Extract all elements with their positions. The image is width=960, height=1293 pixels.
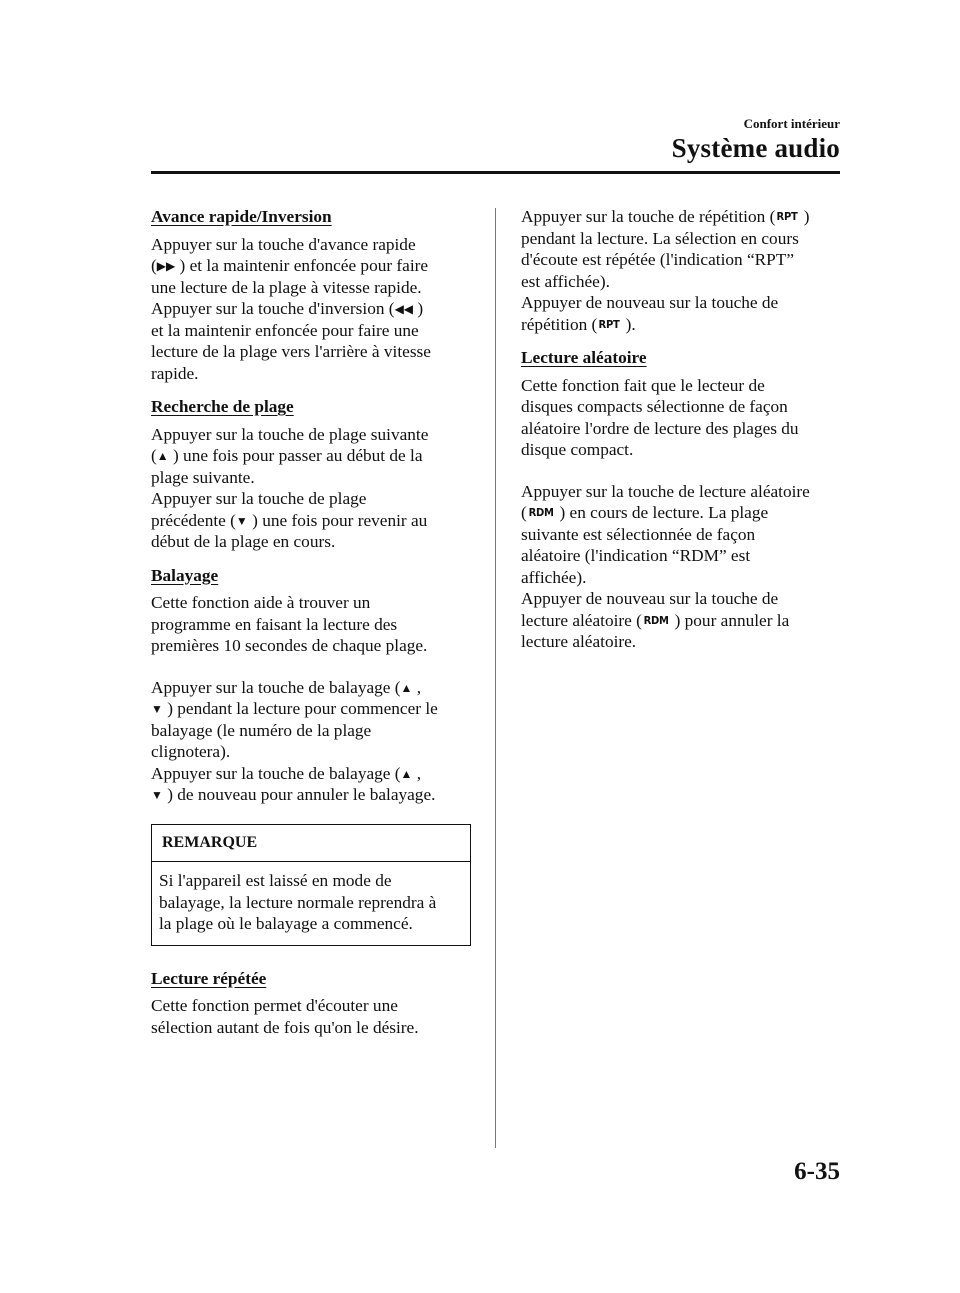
- note-title: REMARQUE: [152, 825, 470, 863]
- text-line: [151, 763, 473, 785]
- text-line: programme en faisant la lecture des: [151, 614, 398, 634]
- text: Appuyer sur la touche de répétition (: [521, 207, 776, 226]
- header-section: Confort intérieur: [743, 116, 840, 131]
- spacer: [151, 657, 473, 677]
- text-line: [151, 698, 473, 720]
- text-line: disque compact.: [521, 440, 634, 459]
- random-key-icon: RDM: [643, 614, 669, 627]
- heading-repeat: Lecture répétée: [151, 968, 267, 988]
- text-line: Appuyer sur la touche de lecture aléatoire: [521, 481, 810, 501]
- text-line: affichée).: [521, 567, 587, 587]
- text: ) une fois pour passer au début de la: [168, 446, 423, 465]
- text-line: [151, 298, 473, 320]
- up-arrow-icon: ▲: [156, 449, 169, 463]
- text: ) pour annuler la: [670, 610, 790, 630]
- note-box: [151, 824, 471, 946]
- text-line: [151, 510, 473, 532]
- text: Appuyer sur la touche de balayage (: [151, 763, 401, 783]
- text: ) en cours de lecture. La plage: [555, 503, 769, 522]
- text-line: Appuyer sur la touche de plage suivante: [151, 424, 429, 444]
- column-divider: [495, 208, 496, 1148]
- text-line: suivante est sélectionnée de façon: [521, 524, 756, 544]
- text: ,: [412, 677, 422, 697]
- text-line: Cette fonction fait que le lecteur de: [521, 375, 765, 395]
- text-line: [521, 206, 843, 228]
- text-line: lecture aléatoire.: [521, 632, 637, 651]
- text-line: aléatoire l'ordre de lecture des plages du: [521, 418, 799, 438]
- text-line: Appuyer sur la touche de plage: [151, 489, 367, 508]
- text-line: lecture de la plage vers l'arrière à vitesse: [151, 342, 431, 361]
- text: ,: [412, 763, 422, 783]
- text: lecture aléatoire (: [521, 610, 642, 630]
- page-title: Système audio: [671, 133, 840, 163]
- text-line: Si l'appareil est laissé en mode de: [159, 871, 392, 890]
- text: (: [151, 446, 157, 465]
- repeat-key-icon: RPT: [598, 318, 620, 331]
- text: répétition (: [521, 314, 598, 334]
- fast-forward-icon: ▶▶: [156, 259, 176, 273]
- down-arrow-icon: ▼: [151, 702, 163, 716]
- right-column: [521, 206, 843, 653]
- random-key-icon: RDM: [528, 507, 554, 519]
- text-line: balayage (le numéro de la plage: [151, 720, 372, 740]
- text: (: [151, 256, 157, 275]
- text-line: [151, 255, 473, 277]
- note-body: [152, 862, 470, 945]
- text-line: Appuyer de nouveau sur la touche de: [521, 293, 779, 312]
- heading-fast-forward: Avance rapide/Inversion: [151, 207, 332, 226]
- text: ) de nouveau pour annuler le balayage.: [162, 785, 436, 804]
- text: ) et la maintenir enfoncée pour faire: [175, 256, 429, 275]
- text-line: Cette fonction permet d'écouter une: [151, 996, 398, 1015]
- text-line: balayage, la lecture normale reprendra à: [159, 892, 437, 912]
- text: précédente (: [151, 510, 236, 530]
- text-line: [151, 784, 473, 806]
- text-line: sélection autant de fois qu'on le désire.: [151, 1017, 419, 1037]
- left-column: [151, 206, 473, 1038]
- text-line: Appuyer de nouveau sur la touche de: [521, 589, 779, 608]
- up-arrow-icon: ▲: [400, 680, 413, 695]
- text: ) pendant la lecture pour commencer le: [162, 699, 438, 718]
- text-line: [151, 445, 473, 467]
- spacer: [521, 461, 843, 481]
- text: ).: [621, 314, 636, 334]
- spacer: [521, 335, 843, 347]
- down-arrow-icon: ▼: [151, 788, 163, 802]
- text-line: d'écoute est répétée (l'indication “RPT”: [521, 250, 795, 269]
- text: Appuyer sur la touche de balayage (: [151, 677, 401, 697]
- text: ) une fois pour revenir au: [247, 510, 428, 530]
- text-line: est affichée).: [521, 271, 610, 291]
- text-line: disques compacts sélectionne de façon: [521, 397, 788, 416]
- text-line: plage suivante.: [151, 467, 255, 487]
- text-line: début de la plage en cours.: [151, 532, 336, 551]
- header-rule: [151, 171, 840, 174]
- text-line: aléatoire (l'indication “RDM” est: [521, 546, 751, 565]
- text-line: [151, 677, 473, 699]
- heading-scan: Balayage: [151, 565, 219, 585]
- text-line: et la maintenir enfoncée pour faire une: [151, 320, 419, 340]
- heading-random: Lecture aléatoire: [521, 348, 647, 367]
- text-line: rapide.: [151, 363, 199, 383]
- heading-track-search: Recherche de plage: [151, 397, 294, 416]
- text-line: une lecture de la plage à vitesse rapide.: [151, 277, 422, 297]
- repeat-key-icon: RPT: [776, 211, 798, 223]
- text: (: [521, 503, 527, 522]
- text-line: la plage où le balayage a commencé.: [159, 914, 413, 933]
- spacer: [151, 553, 473, 565]
- down-arrow-icon: ▼: [235, 513, 248, 528]
- page-number: 6-35: [794, 1158, 840, 1185]
- text-line: premières 10 secondes de chaque plage.: [151, 636, 428, 655]
- spacer: [151, 384, 473, 396]
- reverse-icon: ◀◀: [394, 302, 414, 316]
- text: Appuyer sur la touche d'inversion (: [151, 299, 395, 318]
- text-line: Appuyer sur la touche d'avance rapide: [151, 234, 416, 254]
- text-line: pendant la lecture. La sélection en cours: [521, 228, 799, 248]
- up-arrow-icon: ▲: [400, 766, 413, 781]
- text-line: clignotera).: [151, 742, 231, 761]
- text-line: Cette fonction aide à trouver un: [151, 593, 371, 612]
- text: ): [413, 299, 424, 318]
- text-line: [521, 314, 843, 336]
- text-line: [521, 502, 843, 524]
- text-line: [521, 610, 843, 632]
- text: ): [799, 207, 810, 226]
